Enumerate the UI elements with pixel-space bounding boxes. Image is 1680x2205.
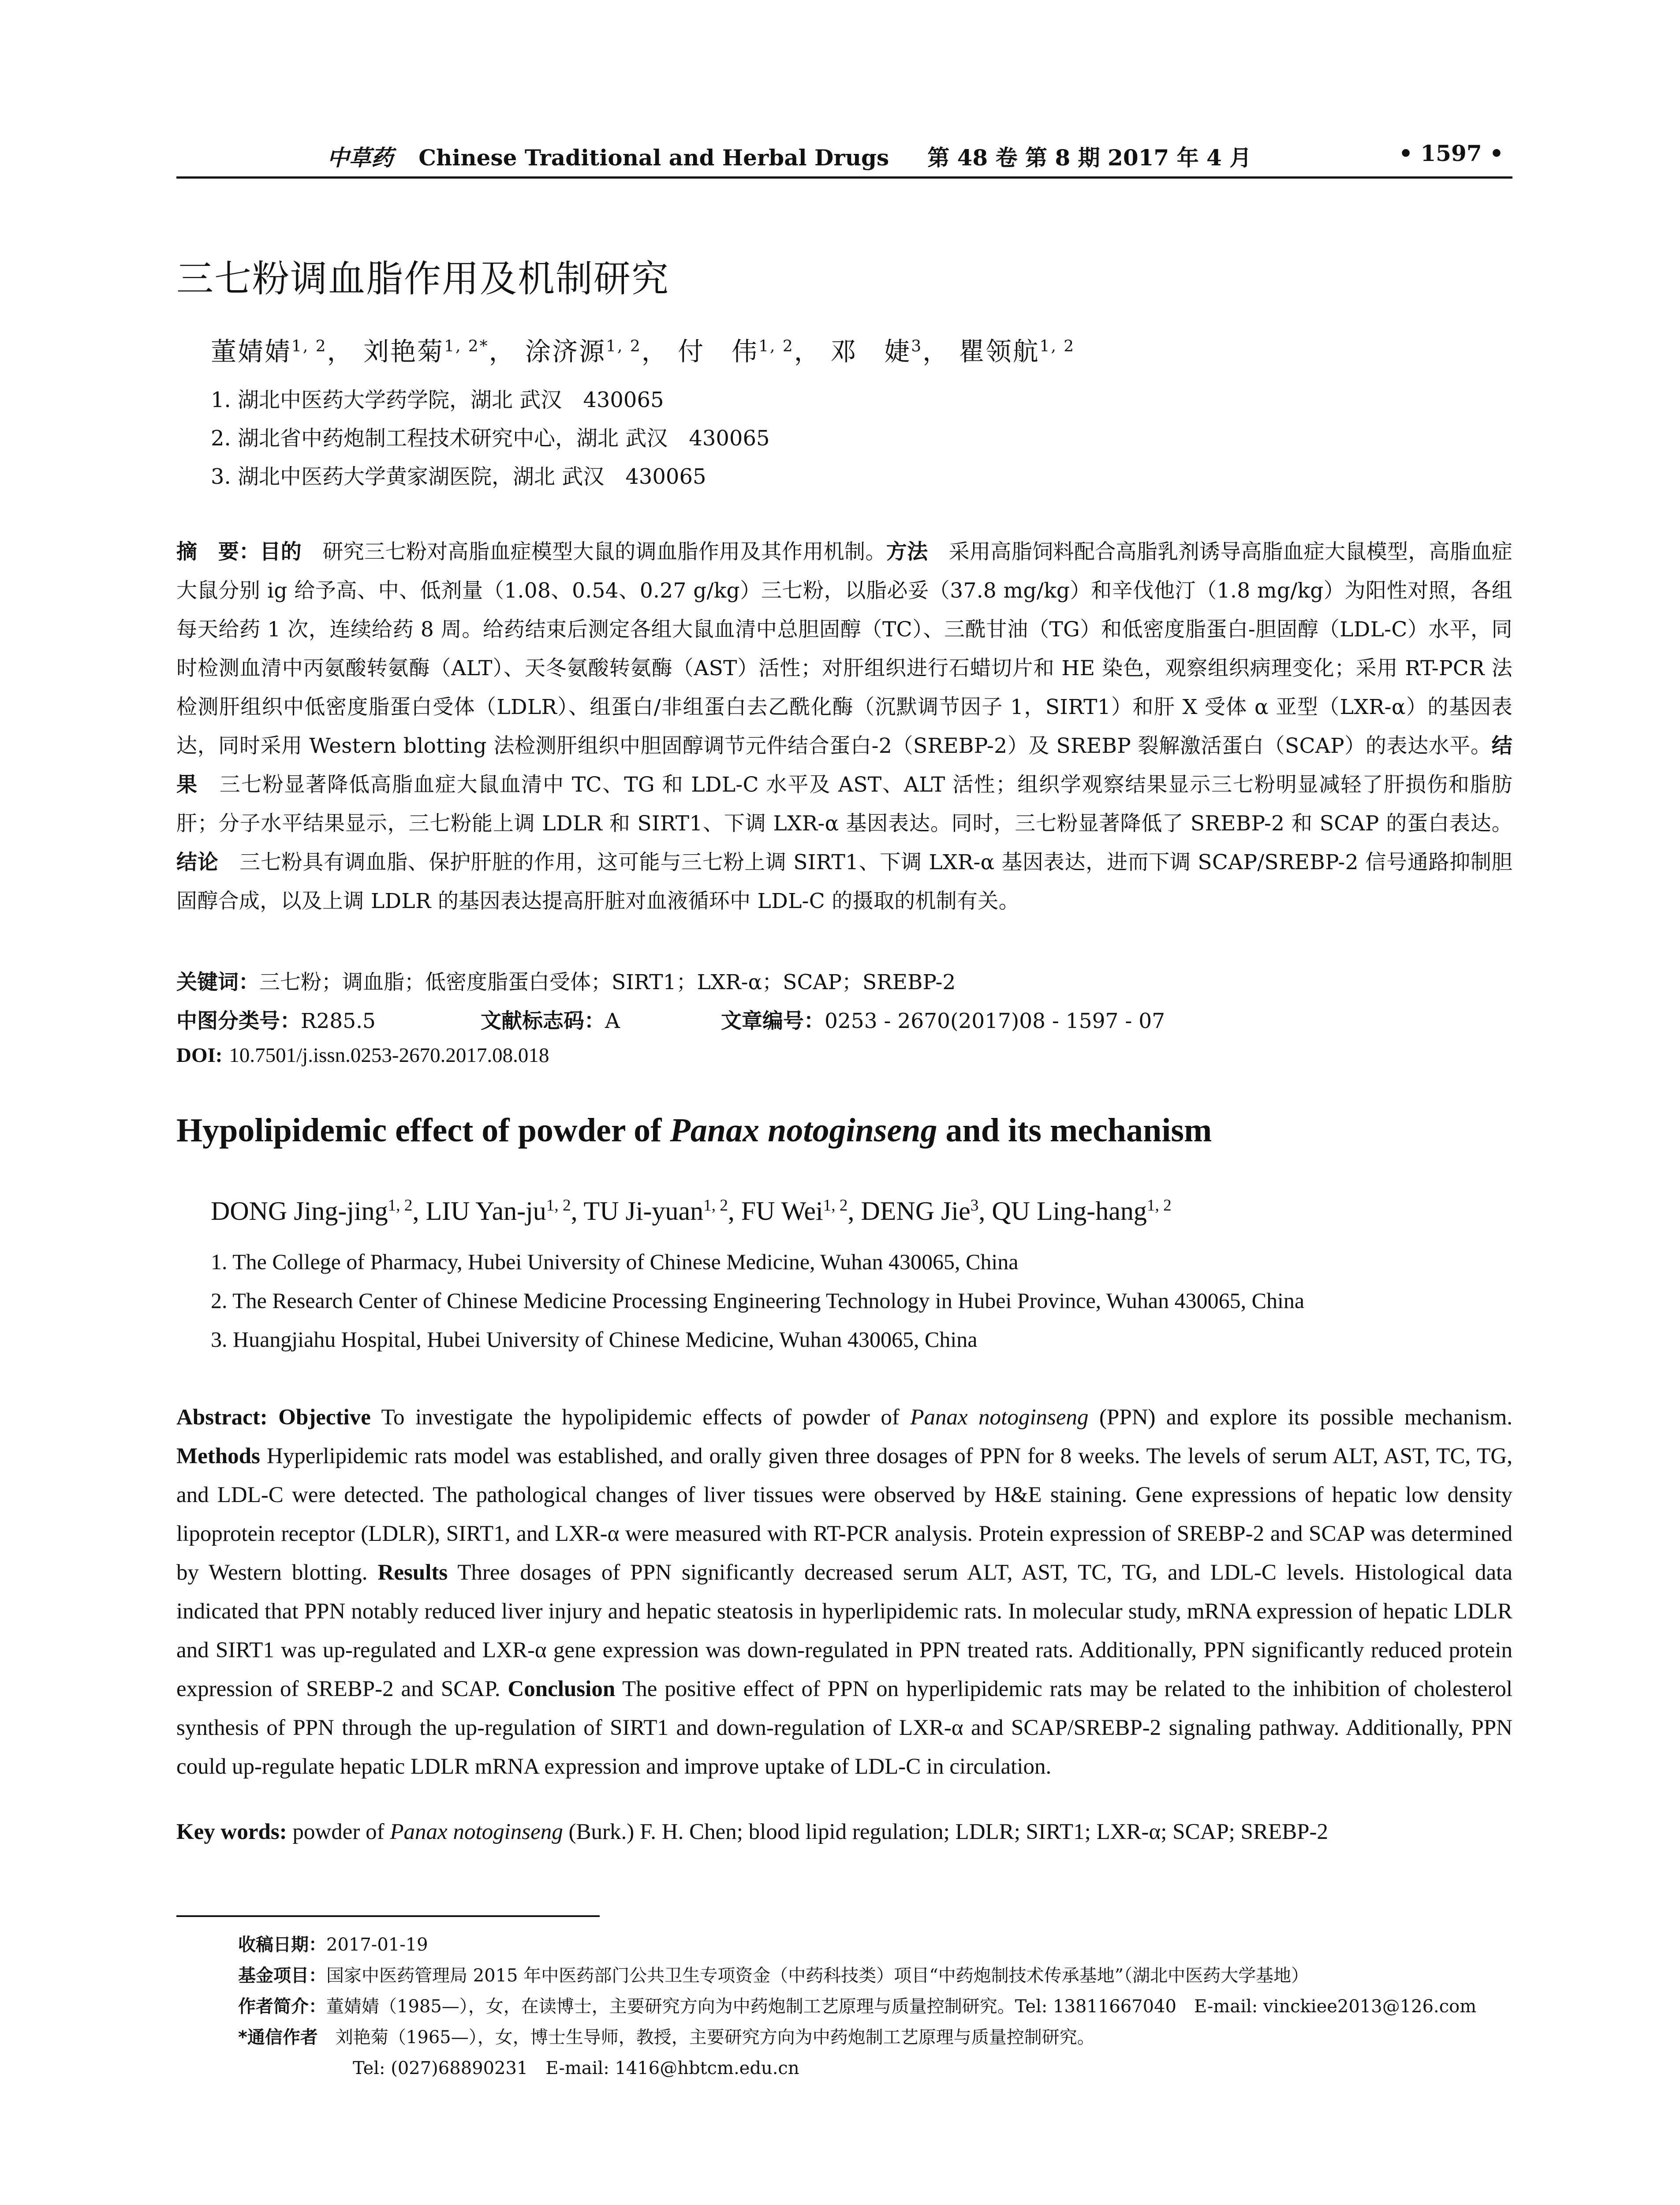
received-label: 收稿日期： [238,1935,326,1955]
clc-value: R285.5 [301,1009,376,1033]
journal-name: Chinese Traditional and Herbal Drugs [418,145,889,171]
title-en-part: Hypolipidemic effect of powder of [176,1112,670,1149]
corr-value: 刘艳菊（1965—），女，博士生导师，教授，主要研究方向为中药炮制工艺原理与质量控制研究。 [317,2027,1095,2048]
doc-code-label: 文献标志码： [481,1009,605,1033]
author-affil-sup: 3 [911,337,923,355]
author-affil-sup: 1, 2 [606,337,642,355]
author-affil-sup: 1, 2 [703,1196,728,1215]
author-name: DONG Jing-jing [211,1196,388,1226]
species-name: Panax notoginseng [390,1820,563,1844]
results-label: 结果 [176,734,1512,797]
author-name: 刘艳菊 [363,336,444,366]
article-number-label: 文章编号： [721,1009,825,1033]
author-name: LIU Yan-ju [426,1196,546,1226]
author-affil-sup: 1, 2 [388,1196,413,1215]
affiliation-en: 3. Huangjiahu Hospital, Hubei University of Chinese Medicine, Wuhan 430065, China [211,1327,978,1352]
author-affil-sup: 1, 2* [444,337,489,355]
objective-text: To investigate the hypolipidemic effects of powder of [370,1405,911,1430]
keywords-label: 关键词： [176,970,259,994]
paper-title-en [176,1111,1212,1150]
header-rule [176,176,1512,179]
methods-label: Methods [176,1444,260,1469]
objective-text: (PPN) and explore its possible mechanism. [1088,1405,1512,1430]
author-affil-sup: 1, 2 [546,1196,571,1215]
fund-label: 基金项目： [238,1966,326,1986]
author-name: QU Ling-hang [992,1196,1147,1226]
running-header [176,140,1512,176]
results-label: Results [377,1560,448,1585]
conclusion-label: Conclusion [508,1677,616,1701]
footnote-rule [176,1915,600,1917]
keywords-text: (Burk.) F. H. Chen; blood lipid regulation; LDLR; SIRT1; LXR-α; SCAP; SREBP-2 [563,1820,1329,1844]
author-affil-sup: 1, 2 [1146,1196,1172,1215]
funding [238,1962,1309,1987]
author-name: DENG Jie [861,1196,971,1226]
species-name: Panax notoginseng [910,1405,1089,1430]
fund-value: 国家中医药管理局 2015 年中医药部门公共卫生专项资金（中药科技类）项目“中药炮制技术传承基地”（湖北中医药大学基地） [326,1966,1309,1986]
author-name: FU Wei [741,1196,823,1226]
article-number-value: 0253 - 2670(2017)08 - 1597 - 07 [825,1009,1165,1033]
journal-issue: 第 48 卷 第 8 期 2017 年 4 月 [927,145,1252,171]
affiliation-cn: 1. 湖北中医药大学药学院，湖北 武汉 430065 [211,388,664,412]
paper-title-cn: 三七粉调血脂作用及机制研究 [176,257,670,300]
author-name: 邓 婕 [830,336,911,366]
results-text: Three dosages of PPN significantly decreased serum ALT, AST, TC, TG, and LDL-C levels. Histological data indicated that PPN notably reduced liver injury and hepatic steatosis in hyperlipidemic rats. In molecular study, mRNA expression of hepatic LDLR and SIRT1 was up-regulated and LXR-α gene expression was down-regulated in PPN treated rats. Additionally, PPN significantly reduced protein expression of SREBP-2 and SCAP. [176,1560,1512,1701]
journal-logo: 中草药 [327,145,393,171]
classification-line [176,1005,376,1034]
affiliation-cn: 3. 湖北中医药大学黄家湖医院，湖北 武汉 430065 [211,464,706,489]
author-name: TU Ji-yuan [583,1196,704,1226]
methods-text: Hyperlipidemic rats model was established, and orally given three dosages of PPN for 8 weeks. The levels of serum ALT, AST, TC, TG, and LDL-C were detected. The pathological changes of liver tissues were observed by H&E staining. Gene expressions of hepatic low density lipoprotein receptor (LDLR), SIRT1, and LXR-α were measured with RT-PCR analysis. Protein expression of SREBP-2 and SCAP was determined by Western blotting. [176,1444,1512,1585]
received-value: 2017-01-19 [326,1935,428,1955]
received-date [238,1931,428,1956]
author-affil-sup: 1, 2 [758,337,794,355]
abstract-en [176,1398,1512,1786]
clc-label: 中图分类号： [176,1009,301,1033]
doc-code-value: A [605,1009,620,1033]
objective-label: Objective [278,1405,371,1430]
conclusion-text: 三七粉具有调血脂、保护肝脏的作用，这可能与三七粉上调 SIRT1、下调 LXR-α 基因表达，进而下调 SCAP/SREBP-2 信号通路抑制胆固醇合成，以及上调 LDLR 的基因表达提高肝脏对血液循环中 LDL-C 的摄取的机制有关。 [176,850,1512,913]
keywords-cn [176,966,956,995]
conclusion-text: The positive effect of PPN on hyperlipidemic rats may be related to the inhibition of cholesterol synthesis of PPN through the up-regulation of SIRT1 and down-regulation of LXR-α and SCAP/SREBP-2 signaling pathway. Additionally, PPN could up-regulate hepatic LDLR mRNA expression and improve uptake of LDL-C in circulation. [176,1677,1512,1779]
methods-text: 采用高脂饲料配合高脂乳剂诱导高脂血症大鼠模型，高脂血症大鼠分别 ig 给予高、中、低剂量（1.08、0.54、0.27 g/kg）三七粉，以脂必妥（37.8 mg/kg）和辛伐他汀（1.8 mg/kg）为阳性对照，各组每天给药 1 次，连续给药 8 周。给药结束后测定各组大鼠血清中总胆固醇（TC）、三酰甘油（TG）和低密度脂蛋白-胆固醇（LDL-C）水平，同时检测血清中丙氨酸转氨酶（ALT）、天冬氨酸转氨酶（AST）活性；对肝组织进行石蜡切片和 HE 染色，观察组织病理变化；采用 RT-PCR 法检测肝组织中低密度脂蛋白受体（LDLR）、组蛋白/非组蛋白去乙酰化酶（沉默调节因子 1，SIRT1）和肝 X 受体 α 亚型（LXR-α）的基因表达，同时采用 Western blotting 法检测肝组织中胆固醇调节元件结合蛋白-2（SREBP-2）及 SREBP 裂解激活蛋白（SCAP）的表达水平。 [176,540,1513,758]
bio-value: 董婧婧（1985—），女，在读博士，主要研究方向为中药炮制工艺原理与质量控制研究。Tel: 13811667040 E-mail: vinckiee2013@126.com [326,1996,1477,2017]
corresponding-contact: Tel: (027)68890231 E-mail: 1416@hbtcm.edu.cn [353,2058,799,2078]
doi-line [176,1043,549,1067]
title-en-species: Panax notoginseng [670,1112,937,1149]
conclusion-label: 结论 [176,850,219,875]
keywords-text: powder of [287,1820,390,1844]
author-affil-sup: 1, 2 [1039,337,1075,355]
author-bio [238,1992,1476,2018]
doi-label: DOI: [176,1044,223,1067]
author-affil-sup: 3 [970,1196,979,1215]
keywords-value: 三七粉；调血脂；低密度脂蛋白受体；SIRT1；LXR-α；SCAP；SREBP-2 [259,970,956,994]
author-name: 瞿领航 [959,336,1040,366]
author-list-cn: 董婧婧$^{1, 2}$， 刘艳菊$^{1, 2*}$， 涂济源$^{1, 2}$， 付 伟$^{1, 2}$， 邓 婕$^3$， 瞿领航$^{1, 2}$ [211,336,1075,366]
doi-link[interactable]: 10.7501/j.issn.0253-2670.2017.08.018 [229,1044,549,1067]
author-list-en: DONG Jing-jing$^{1, 2}$, LIU Yan-ju$^{1, 2}$, TU Ji-yuan$^{1, 2}$, FU Wei$^{1, 2}$, DENG Jie$^3$, QU Ling-hang$^{1, 2}$ [211,1196,1172,1226]
objective-text: 研究三七粉对高脂血症模型大鼠的调血脂作用及其作用机制。 [302,540,886,564]
abstract-label: 摘 要： [176,540,260,564]
journal-header [176,140,1402,172]
page-number: • 1597 • [1399,140,1504,166]
affiliation-en: 2. The Research Center of Chinese Medicine Processing Engineering Technology in Hubei Province, Wuhan 430065, China [211,1288,1305,1313]
doc-code [481,1005,620,1034]
methods-label: 方法 [886,540,928,564]
abstract-cn [176,533,1512,921]
bio-label: 作者简介： [238,1996,326,2017]
article-number [721,1005,1165,1034]
author-name: 涂济源 [525,336,606,366]
affiliation-cn: 2. 湖北省中药炮制工程技术研究中心，湖北 武汉 430065 [211,426,770,451]
objective-label: 目的 [260,540,302,564]
author-name: 董婧婧 [211,336,292,366]
keywords-label: Key words: [176,1820,287,1844]
affiliation-en: 1. The College of Pharmacy, Hubei University of Chinese Medicine, Wuhan 430065, China [211,1249,1019,1274]
corresponding-author [238,2023,1095,2048]
corr-label: *通信作者 [238,2027,318,2048]
keywords-en [176,1819,1328,1845]
abstract-label: Abstract: [176,1405,268,1430]
author-affil-sup: 1, 2 [291,337,327,355]
title-en-part: and its mechanism [937,1112,1212,1149]
results-text: 三七粉显著降低高脂血症大鼠血清中 TC、TG 和 LDL-C 水平及 AST、ALT 活性；组织学观察结果显示三七粉明显减轻了肝损伤和脂肪肝；分子水平结果显示，三七粉能上调 LDLR 和 SIRT1、下调 LXR-α 基因表达。同时，三七粉显著降低了 SREBP-2 和 SCAP 的蛋白表达。 [176,773,1512,836]
author-name: 付 伟 [678,336,759,366]
author-affil-sup: 1, 2 [823,1196,848,1215]
